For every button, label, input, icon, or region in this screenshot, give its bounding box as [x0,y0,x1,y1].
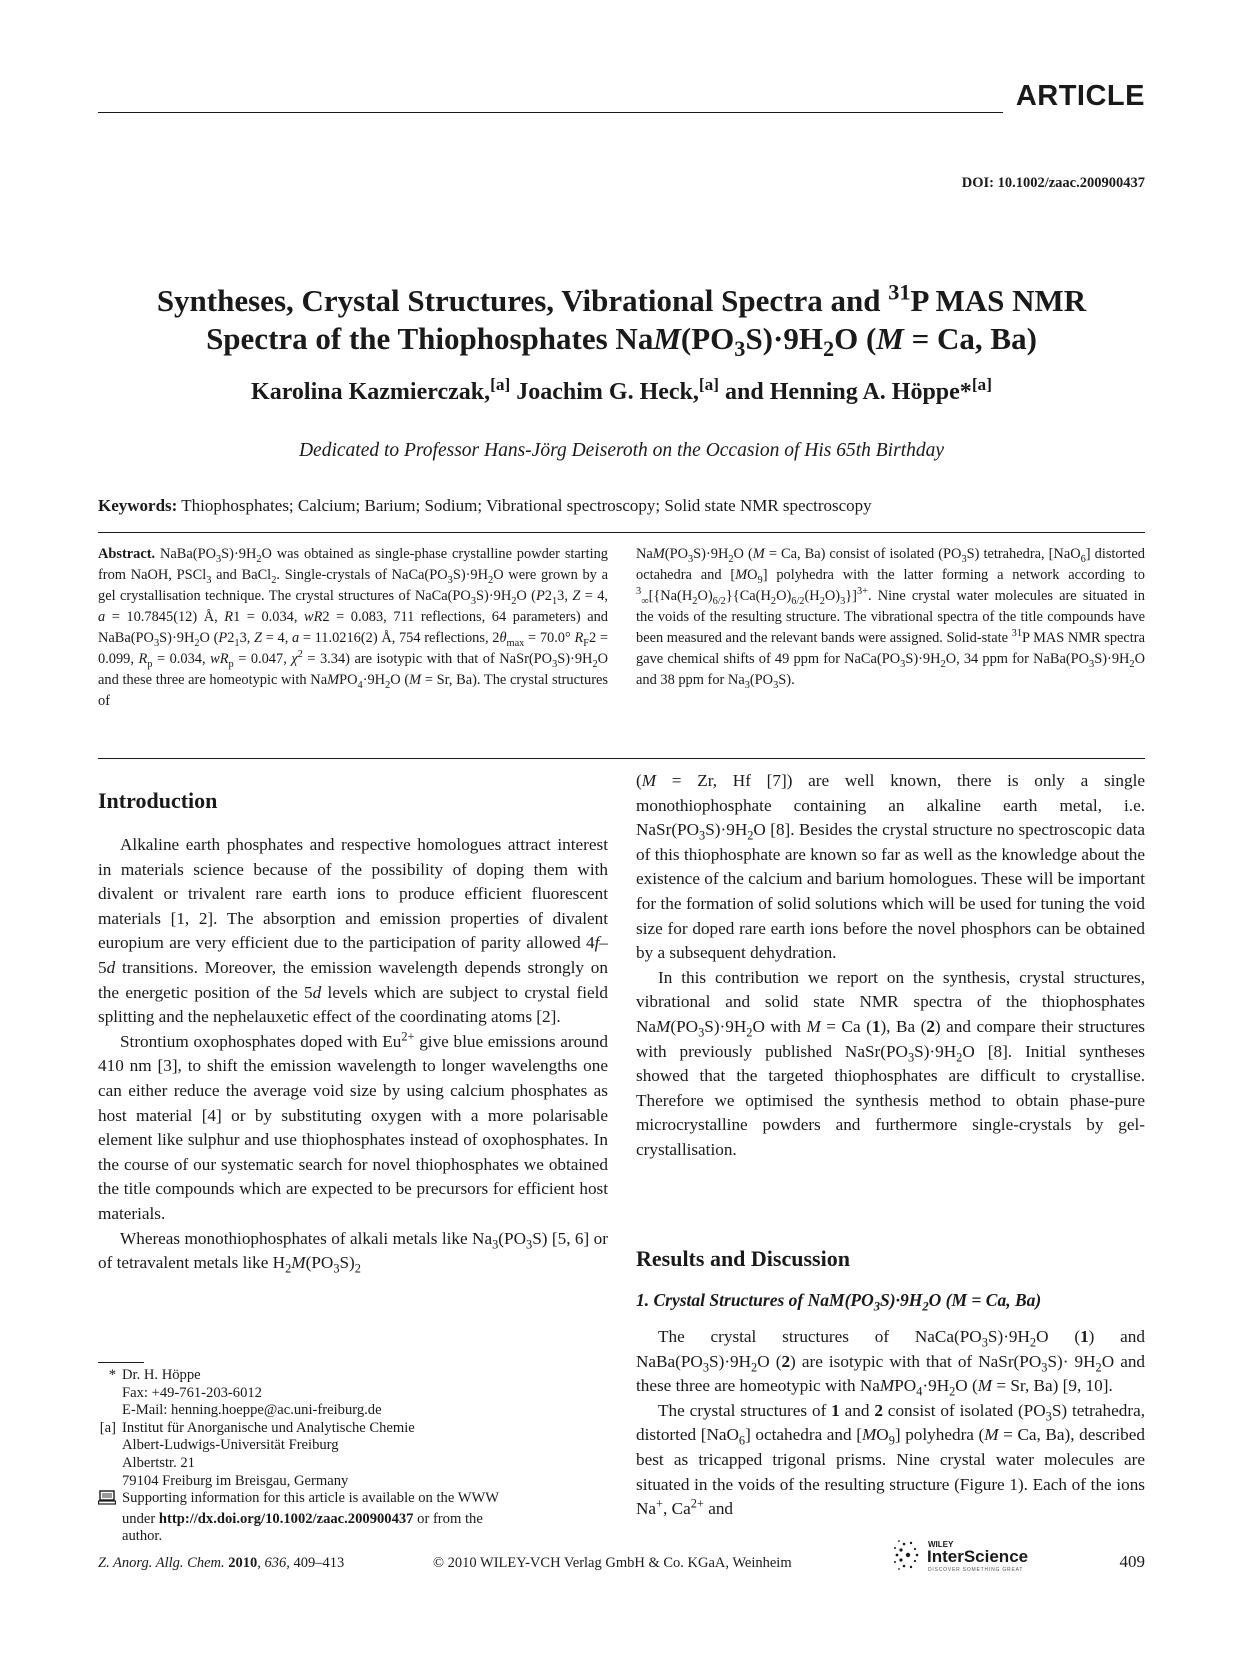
results-body: The crystal structures of $NaCa(PO_3S)\cdot 9H_2O$ (1) and $NaBa(PO_3S)\cdot 9H_2O$ (2) are isotypic with that of $NaSr(PO_3S)\cdot 9H_2O$ and these three are homeotypic with $NaMPO_4\cdot 9H_2O$ (M = Sr, Ba) [9, 10]. The crystal structures of 1 and 2 consist of isolated $(PO_3S)$ tetrahedra, distorted [NaO$_6$] octahedra and $[MO_9]$ polyhedra (M = Ca, Ba), described best as tricapped trigonal prisms. Nine crystal water molecules are situated in the voids of the resulting structure (Figure 1). Each of the ions Na+, $Ca^{2+}$ and [636,1327,1146,1519]
section-heading-introduction: Introduction [98,788,218,813]
computer-icon [98,1490,116,1504]
introduction-body-continued: (M = Zr, Hf [7]) are well known, there is only a single monothiophosphate containing an alkaline earth metal, i.e. $NaSr(PO_3S)\cdot 9H_2O$ [8]. Besides the crystal structure no spectroscopic data of this thiophosphate are known so far as well as the knowledge about the existence of the calcium and barium homologues. These will be important for the formation of solid solutions which will be used for tuning the void size for doped rare earth ions before the novel phosphors can be obtained by a subsequent dehydration. In this contribution we report on the synthesis, crystal structures, vibrational and solid state NMR spectra of the thiophosphates $NaM(PO_3S)\cdot 9H_2O$ with M = Ca (1), Ba (2) and compare their structures with previously published $NaSr(PO_3S)\cdot 9H_2O$ [8]. Initial syntheses showed that the targeted thiophosphates are difficult to crystallise. Therefore we optimised the synthesis method to obtain phase-pure microcrystalline powders and furthermore single-crystals by gel-crystallisation. [636,771,1146,1159]
footnote: * Dr. H. Höppe Fax: +49-761-203-6012 E-Mail: henning.hoeppe@ac.uni-freiburg.de [a] Institut für Anorganische und Analytische Chemie Albert-Ludwigs-Universität Freiburg Albertstr. 21 79104 Freiburg im Breisgau, Germany Supporting information for this article is available on the WWW under http://dx.doi.org/10.1002/zaac.200900437 or from the author. [98,1367,618,1546]
header-rule [98,112,1003,113]
footer-citation: Z. Anorg. Allg. Chem. 2010, 636, 409–413 [98,1555,345,1571]
abstract-right-column: $NaM(PO_3S)\cdot 9H_2O$ (M = Ca, Ba) consist of isolated $(PO_3S)$ tetrahedra, [NaO$_6$] distorted octahedra and $[MO_9]$ polyhedra with the latter forming a network according to $^3_\infty[\{Na(H_2O)_{6/2}\}\{Ca(H_2O)_{6/2}(H_2O)_3\}]^{3+}$. Nine crystal water molecules are situated in the voids of the resulting structure. The vibrational spectra of the title compounds have been measured and the relevant bands were assigned. Solid-state $^{31}$P MAS NMR spectra gave chemical shifts of 49 ppm for $NaCa(PO_3S)\cdot 9H_2O$, 34 ppm for $NaBa(PO_3S)\cdot 9H_2O$ and 38 ppm for $Na_3(PO_3S)$. [636,546,1146,691]
author-list: Karolina Kazmierczak,[a] Joachim G. Heck,[a] and Henning A. Höppe*[a] [251,375,992,405]
abstract-top-rule [98,532,1145,533]
page-number: 409 [1119,1552,1145,1571]
section-heading-results: Results and Discussion [636,1246,850,1271]
supporting-info-link[interactable]: http://dx.doi.org/10.1002/zaac.200900437 [158,1510,414,1527]
abstract-left-column: Abstract. $NaBa(PO_3S)\cdot 9H_2O$ was obtained as single-phase crystalline powder starting from NaOH, PSCl$_3$ and BaCl$_2$. Single-crystals of $NaCa(PO_3S)\cdot 9H_2O$ were grown by a gel crystallisation technique. The crystal structures of $NaCa(PO_3S)\cdot 9H_2O$ ($P2_13$, Z = 4, a = 10.7845(12) Å, R1 = 0.034, wR2 = 0.083, 711 reflections, 64 parameters) and $NaBa(PO_3S)\cdot 9H_2O$ ($P2_13$, Z = 4, a = 11.0216(2) Å, 754 reflections, $2\theta_{max} = 70.0^\circ$ $R_F2 = 0.099$, $R_p = 0.034$, $wR_p = 0.047$, $\chi^2 = 3.34$) are isotypic with that of $NaSr(PO_3S)\cdot 9H_2O$ and these three are homeotypic with $NaMPO_4\cdot 9H_2O$ (M = Sr, Ba). The crystal structures of [98,546,609,709]
footnote-rule [98,1362,144,1363]
corresponding-email[interactable]: E-Mail: henning.hoeppe@ac.uni-freiburg.de [122,1402,382,1419]
svg-text:InterScience: InterScience [927,1547,1029,1566]
abstract-bottom-rule [98,758,1145,759]
subsection-heading-crystal-structures: 1. Crystal Structures of $NaM(PO_3S)\cdot 9H_2O$ (M = Ca, Ba) [636,1290,1042,1314]
svg-text:WILEY: WILEY [928,1540,954,1549]
introduction-body: Alkaline earth phosphates and respective homologues attract interest in materials science because of the possibility of doping them with divalent or trivalent rare earth ions to produce efficient fluorescent materials [1, 2]. The absorption and emission properties of divalent europium are very efficient due to the participation of parity allowed 4f–5d transitions. Moreover, the emission wavelength depends strongly on the energetic position of the 5d levels which are subject to crystal field splitting and the nephelauxetic effect of the coordinating atoms [2]. Strontium oxophosphates doped with $Eu^{2+}$ give blue emissions around 410 nm [3], to shift the emission wavelength to longer wavelengths one can either reduce the average void size by using calcium phosphates as host material [4] or by substituting oxygen with a more polarisable element like sulphur and use thiophosphates instead of oxophosphates. In the course of our systematic search for novel thiophosphates we obtained the title compounds which are expected to be precursors for efficient host materials. Whereas monothiophosphates of alkali metals like $Na_3(PO_3S)$ [5, 6] or of tetravalent metals like $H_2M(PO_3S)_2$ [98,835,608,1276]
svg-text:DISCOVER SOMETHING GREAT: DISCOVER SOMETHING GREAT [928,1567,1024,1573]
wiley-interscience-logo [890,1535,1060,1575]
article-type-label: ARTICLE [1015,80,1145,112]
dedication: Dedicated to Professor Hans-Jörg Deiseroth on the Occasion of His 65th Birthday [298,440,945,461]
doi[interactable]: DOI: 10.1002/zaac.200900437 [961,175,1145,191]
article-title: Syntheses, Crystal Structures, Vibrational Spectra and $^{31}$P MAS NMR Spectra of the Thiophosphates $NaM(PO_3S)\cdot 9H_2O$ (M = Ca, Ba) [156,279,1087,362]
footer-copyright: © 2010 WILEY-VCH Verlag GmbH & Co. KGaA, Weinheim [433,1555,792,1571]
keywords: Keywords: Thiophosphates; Calcium; Barium; Sodium; Vibrational spectroscopy; Solid state NMR spectroscopy [98,496,872,515]
